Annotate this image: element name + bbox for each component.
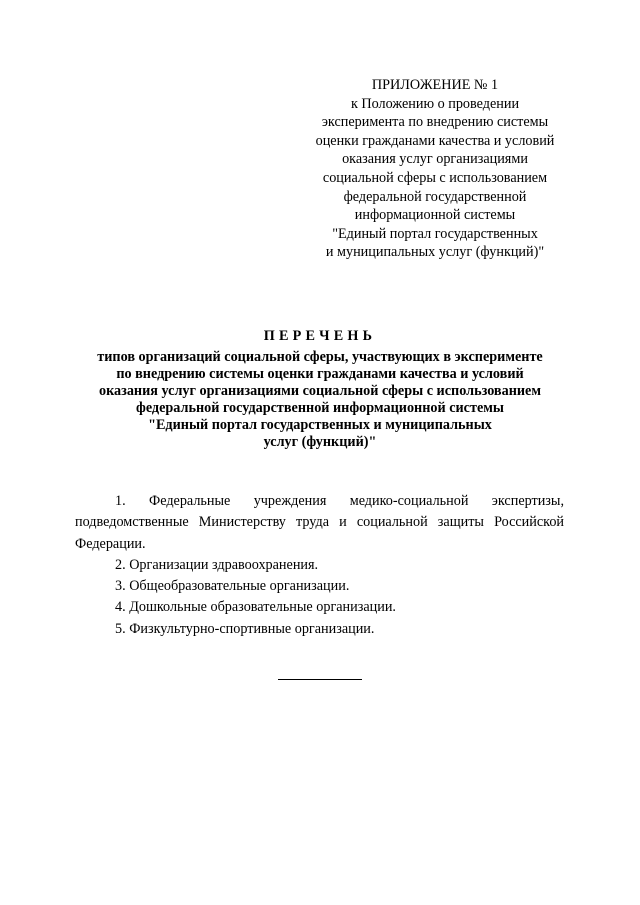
list-item: 3. Общеобразовательные организации.	[115, 578, 350, 595]
organization-type-list	[75, 491, 564, 640]
annex-line: к Положению о проведении	[350, 95, 520, 112]
list-item: 1. Федеральные учреждения медико-социальной экспертизы, подведомственные Министерству труда и социальной защиты Российской Федерации.	[75, 493, 564, 552]
document-subtitle-line: типов организаций социальной сферы, участвующих в эксперименте	[97, 349, 543, 365]
annex-line: оказания услуг организациями	[342, 151, 528, 168]
annex-line: оценки гражданами качества и условий	[315, 132, 555, 149]
list-item: 4. Дошкольные образовательные организации.	[115, 599, 396, 616]
document-title: ПЕРЕЧЕНЬ	[263, 328, 377, 344]
annex-line: информационной системы	[354, 207, 516, 224]
document-heading	[60, 326, 580, 451]
annex-line: "Единый портал государственных	[332, 225, 538, 242]
annex-block	[300, 76, 570, 262]
list-item: 2. Организации здравоохранения.	[115, 556, 319, 573]
annex-line: федеральной государственной	[343, 188, 527, 205]
document-subtitle-line: услуг (функций)"	[263, 434, 377, 450]
document-subtitle-line: федеральной государственной информационной системы	[136, 400, 504, 416]
annex-title: ПРИЛОЖЕНИЕ № 1	[371, 77, 499, 93]
annex-line: эксперимента по внедрению системы	[321, 114, 549, 131]
annex-line: социальной сферы с использованием	[322, 169, 548, 186]
document-subtitle-line: оказания услуг организациями социальной сферы с использованием	[98, 383, 541, 399]
closing-divider	[278, 679, 362, 680]
list-item: 5. Физкультурно-спортивные организации.	[115, 620, 375, 637]
document-subtitle-line: по внедрению системы оценки гражданами качества и условий	[116, 366, 524, 382]
document-subtitle-line: "Единый портал государственных и муниципальных	[148, 417, 492, 433]
annex-line: и муниципальных услуг (функций)"	[325, 244, 545, 261]
